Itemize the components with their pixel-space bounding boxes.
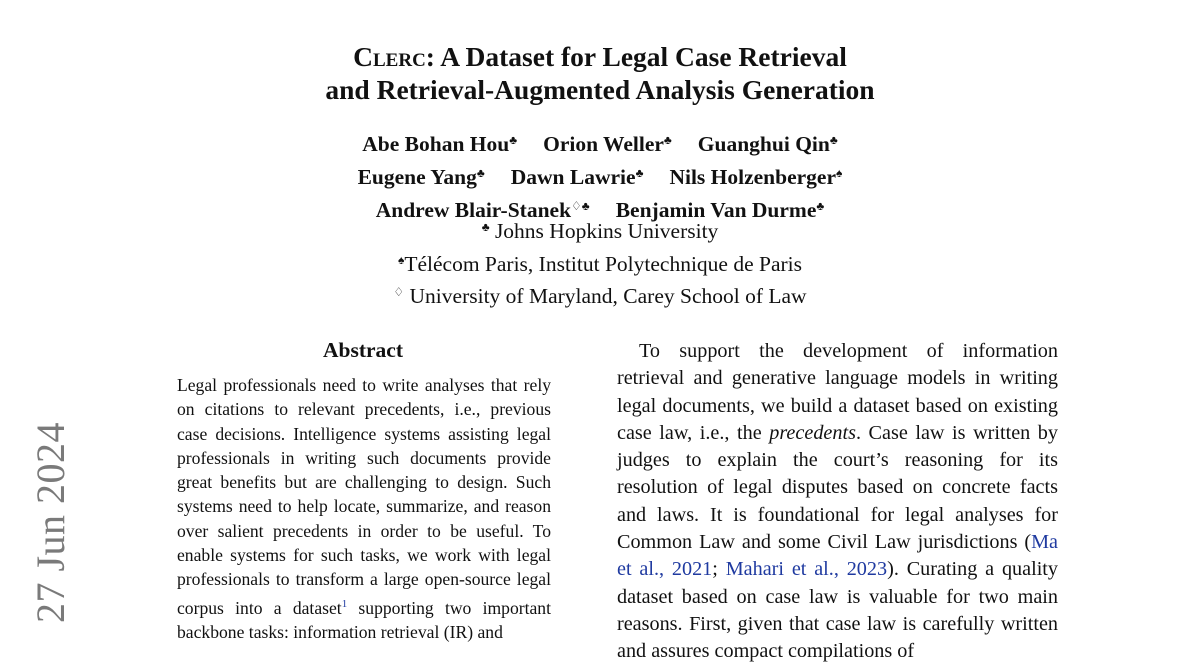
arxiv-date-stamp: 27 Jun 2024 <box>28 421 74 624</box>
affiliation-list <box>0 213 1200 311</box>
author: Guanghui Qin♣ <box>697 132 838 156</box>
author: Abe Bohan Hou♣ <box>362 132 518 156</box>
abstract-heading: Abstract <box>322 338 403 362</box>
emphasis-precedents: precedents <box>769 421 856 444</box>
title-line-1 <box>0 40 1200 73</box>
affiliation: ♣ Johns Hopkins University <box>481 219 719 243</box>
author: Benjamin Van Durme♣ <box>615 198 825 222</box>
author: Eugene Yang♣ <box>357 165 485 189</box>
author-line-2 <box>0 159 1200 192</box>
affiliation: ♠Télécom Paris, Institut Polytechnique de Paris <box>397 251 803 276</box>
author: Dawn Lawrie♣ <box>510 165 644 189</box>
title-line-1-rest: : A Dataset for Legal Case Retrieval <box>425 41 847 72</box>
citation-link[interactable]: Mahari et al., 2023 <box>725 558 888 581</box>
footnote-link[interactable]: 1 <box>341 597 348 610</box>
dataset-name: Clerc <box>353 41 426 72</box>
author-list <box>0 126 1200 225</box>
paper-title <box>0 40 1200 106</box>
author: Orion Weller♣ <box>543 132 672 156</box>
author-line-1 <box>0 126 1200 159</box>
introduction-paragraph: To support the development of information retrieval and generative language models in writing legal documents, we build a dataset based on existing case law, i.e., the precedents. Case law is written by judges to explain the court’s reasoning for its resolution of legal disputes based on concrete facts and laws. It is foundational for legal analyses for Common Law and some Civil Law jurisdictions (Ma et al., 2021; Mahari et al., 2023). Curating a quality dataset based on case law is valuable for two main reasons. First, given that case law is carefully written and assures compact compilations of <box>617 340 1059 663</box>
affiliation: ♢ University of Maryland, Carey School of Law <box>393 284 807 308</box>
title-line-2: and Retrieval-Augmented Analysis Generation <box>325 74 875 105</box>
abstract-body: Legal professionals need to write analyses that rely on citations to relevant precedents, i.e., previous case decisions. Intelligence systems assisting legal professionals in writing such documents provide great benefits but are challenging to design. Such systems need to help locate, summarize, and reason over salient precedents in order to be useful. To enable systems for such tasks, we work with legal professionals to transform a large open-source legal corpus into a dataset$^1$ supporting two important backbone tasks: information retrieval (IR) and <box>177 375 551 642</box>
citation-link[interactable]: Ma et al., 2021 <box>617 531 1058 581</box>
author: Nils Holzenberger♠ <box>669 165 843 189</box>
author: Andrew Blair-Stanek♢♣ <box>375 198 590 222</box>
